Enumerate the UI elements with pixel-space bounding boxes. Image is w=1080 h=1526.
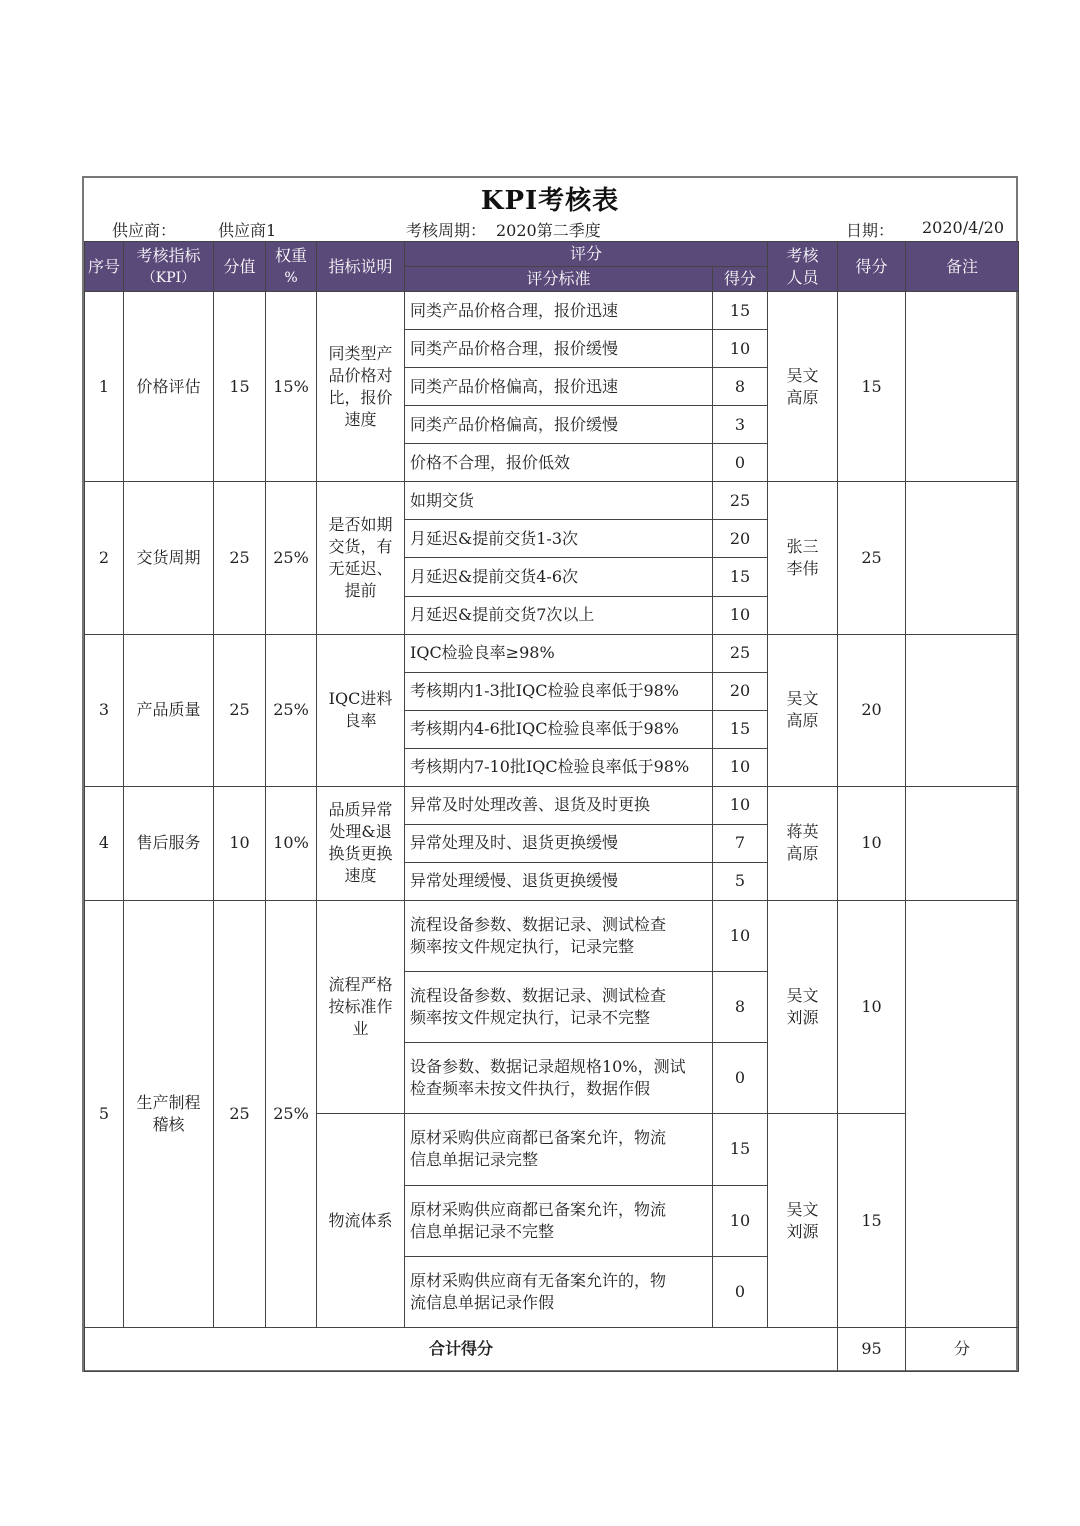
criterion-score: 8 <box>713 368 768 406</box>
criterion-text: 考核期内4-6批IQC检验良率低于98% <box>405 710 713 748</box>
assessor-name: 吴文 <box>786 689 819 709</box>
criterion-line: 流信息单据记录作假 <box>410 1292 555 1312</box>
header-kpi-line1: 考核指标 <box>136 245 201 265</box>
desc-line: 同类型产 <box>328 343 393 363</box>
desc-line: 比，报价 <box>328 387 393 407</box>
criterion-text <box>405 1114 713 1185</box>
criterion-line: 频率按文件规定执行，记录不完整 <box>410 1008 651 1028</box>
desc-line: 提前 <box>344 580 377 600</box>
criterion-score: 10 <box>713 330 768 368</box>
criterion-line: 流程设备参数、数据记录、测试检查 <box>410 915 667 935</box>
desc-line: 按标准作 <box>328 997 393 1017</box>
assessor-name: 李伟 <box>786 558 819 578</box>
criterion-text: 月延迟&提前交货4-6次 <box>405 558 713 596</box>
criterion-line: 原材采购供应商都已备案允许，物流 <box>410 1199 667 1219</box>
sheet-title: KPI考核表 <box>480 186 620 216</box>
header-weight-line2: % <box>284 269 298 286</box>
criterion-score: 3 <box>713 406 768 444</box>
desc-line: 速度 <box>344 866 377 886</box>
header-kpi-line2: （KPI） <box>141 269 196 286</box>
desc-line: 速度 <box>344 409 377 429</box>
desc-line: 品质异常 <box>328 800 393 820</box>
header-score-group: 评分 <box>405 242 768 267</box>
criterion-score: 0 <box>713 1256 768 1327</box>
criterion-line: 原材采购供应商有无备案允许的，物 <box>410 1270 667 1290</box>
table-row <box>85 482 1019 520</box>
table-row <box>85 786 1019 824</box>
criterion-score: 25 <box>713 482 768 520</box>
criterion-score: 10 <box>713 748 768 786</box>
kpi-remark <box>906 786 1019 900</box>
assessor-name: 张三 <box>786 536 819 556</box>
kpi-name: 售后服务 <box>124 786 214 900</box>
criterion-score: 10 <box>713 596 768 634</box>
header-desc: 指标说明 <box>317 242 405 292</box>
kpi-points: 25 <box>214 634 266 786</box>
criterion-score: 0 <box>713 1043 768 1114</box>
criterion-score: 15 <box>713 710 768 748</box>
criterion-score: 15 <box>713 292 768 330</box>
kpi-weight: 15% <box>266 292 317 482</box>
criterion-text: IQC检验良率≥98% <box>405 634 713 672</box>
criterion-line: 流程设备参数、数据记录、测试检查 <box>410 986 667 1006</box>
kpi-weight: 25% <box>266 482 317 634</box>
table-row <box>85 634 1019 672</box>
kpi-assessor <box>768 901 838 1114</box>
kpi-sheet <box>82 176 1018 1372</box>
total-value: 95 <box>838 1327 906 1371</box>
kpi-seq: 3 <box>85 634 124 786</box>
kpi-remark <box>906 482 1019 634</box>
kpi-desc <box>317 482 405 634</box>
kpi-name: 交货周期 <box>124 482 214 634</box>
criterion-text: 同类产品价格偏高，报价缓慢 <box>405 406 713 444</box>
criterion-score: 5 <box>713 862 768 900</box>
kpi-desc <box>317 634 405 786</box>
kpi-table <box>84 241 1019 1372</box>
table-row <box>85 901 1019 972</box>
supplier-label: 供应商： <box>112 221 177 240</box>
kpi-seq: 1 <box>85 292 124 482</box>
criterion-text: 考核期内1-3批IQC检验良率低于98% <box>405 672 713 710</box>
kpi-desc <box>317 901 405 1114</box>
header-assessor <box>768 242 838 292</box>
kpi-desc <box>317 786 405 900</box>
kpi-seq: 4 <box>85 786 124 900</box>
criterion-text: 考核期内7-10批IQC检验良率低于98% <box>405 748 713 786</box>
desc-line: IQC进料 <box>328 689 393 709</box>
header-points: 分值 <box>214 242 266 292</box>
criterion-score: 15 <box>713 558 768 596</box>
total-row <box>85 1327 1019 1371</box>
period-value: 2020第二季度 <box>496 221 601 240</box>
header-assessor-line1: 考核 <box>786 245 819 265</box>
desc-line: 物流体系 <box>328 1210 393 1230</box>
criterion-text: 同类产品价格偏高，报价迅速 <box>405 368 713 406</box>
criterion-line: 原材采购供应商都已备案允许，物流 <box>410 1128 667 1148</box>
kpi-result: 10 <box>838 786 906 900</box>
date-label: 日期： <box>846 221 895 240</box>
assessor-name: 吴文 <box>786 365 819 385</box>
criterion-text: 如期交货 <box>405 482 713 520</box>
header-assessor-line2: 人员 <box>786 267 819 287</box>
kpi-seq: 5 <box>85 901 124 1328</box>
kpi-name-line: 生产制程 <box>136 1092 201 1112</box>
criterion-text <box>405 1256 713 1327</box>
criterion-text <box>405 972 713 1043</box>
desc-line: 是否如期 <box>328 514 393 534</box>
criterion-score: 25 <box>713 634 768 672</box>
criterion-text: 同类产品价格合理，报价缓慢 <box>405 330 713 368</box>
criterion-text: 异常及时处理改善、退货及时更换 <box>405 786 713 824</box>
kpi-points: 25 <box>214 901 266 1328</box>
header-standard: 评分标准 <box>405 267 713 292</box>
header-weight <box>266 242 317 292</box>
kpi-desc <box>317 1114 405 1327</box>
criterion-text <box>405 1043 713 1114</box>
kpi-remark <box>906 292 1019 482</box>
criterion-score: 20 <box>713 672 768 710</box>
header-weight-line1: 权重 <box>274 245 307 265</box>
assessor-name: 高原 <box>786 844 819 864</box>
kpi-weight: 10% <box>266 786 317 900</box>
criterion-line: 信息单据记录不完整 <box>410 1221 555 1241</box>
supplier-value: 供应商1 <box>218 221 277 240</box>
criterion-score: 7 <box>713 824 768 862</box>
criterion-text: 异常处理缓慢、退货更换缓慢 <box>405 862 713 900</box>
kpi-weight: 25% <box>266 634 317 786</box>
kpi-name-line: 稽核 <box>152 1114 185 1134</box>
criterion-text: 异常处理及时、退货更换缓慢 <box>405 824 713 862</box>
criterion-text: 月延迟&提前交货7次以上 <box>405 596 713 634</box>
criterion-text: 同类产品价格合理，报价迅速 <box>405 292 713 330</box>
total-unit: 分 <box>906 1327 1019 1371</box>
kpi-name: 产品质量 <box>124 634 214 786</box>
kpi-seq: 2 <box>85 482 124 634</box>
table-row <box>85 292 1019 330</box>
criterion-line: 信息单据记录完整 <box>410 1150 539 1170</box>
criterion-line: 检查频率未按文件执行，数据作假 <box>410 1079 651 1099</box>
header-remark: 备注 <box>906 242 1019 292</box>
kpi-remark <box>906 901 1019 1328</box>
kpi-assessor <box>768 482 838 634</box>
criterion-score: 10 <box>713 901 768 972</box>
kpi-assessor <box>768 634 838 786</box>
kpi-result: 20 <box>838 634 906 786</box>
desc-line: 处理&退 <box>329 822 392 842</box>
total-label: 合计得分 <box>85 1327 838 1371</box>
criterion-score: 15 <box>713 1114 768 1185</box>
period-label: 考核周期： <box>406 221 487 240</box>
criterion-score: 8 <box>713 972 768 1043</box>
header-score: 得分 <box>713 267 768 292</box>
desc-line: 业 <box>352 1019 369 1039</box>
date-value: 2020/4/20 <box>922 218 1005 237</box>
desc-line: 换货更换 <box>328 844 393 864</box>
kpi-assessor <box>768 292 838 482</box>
criterion-line: 设备参数、数据记录超规格10%，测试 <box>410 1057 686 1077</box>
kpi-result: 10 <box>838 901 906 1114</box>
assessor-name: 吴文 <box>786 986 819 1006</box>
header-result: 得分 <box>838 242 906 292</box>
assessor-name: 高原 <box>786 711 819 731</box>
kpi-assessor <box>768 786 838 900</box>
assessor-name: 高原 <box>786 387 819 407</box>
criterion-text <box>405 901 713 972</box>
criterion-line: 频率按文件规定执行，记录完整 <box>410 937 635 957</box>
criterion-text: 价格不合理，报价低效 <box>405 444 713 482</box>
desc-line: 流程严格 <box>328 975 393 995</box>
criterion-score: 10 <box>713 786 768 824</box>
criterion-score: 0 <box>713 444 768 482</box>
kpi-desc <box>317 292 405 482</box>
kpi-points: 15 <box>214 292 266 482</box>
criterion-score: 10 <box>713 1185 768 1256</box>
kpi-weight: 25% <box>266 901 317 1328</box>
kpi-name: 价格评估 <box>124 292 214 482</box>
assessor-name: 刘源 <box>786 1008 819 1028</box>
kpi-points: 25 <box>214 482 266 634</box>
kpi-remark <box>906 634 1019 786</box>
desc-line: 无延迟、 <box>328 558 393 578</box>
criterion-text: 月延迟&提前交货1-3次 <box>405 520 713 558</box>
kpi-name <box>124 901 214 1328</box>
assessor-name: 蒋英 <box>786 822 819 842</box>
desc-line: 良率 <box>344 711 377 731</box>
assessor-name: 刘源 <box>786 1221 819 1241</box>
kpi-result: 25 <box>838 482 906 634</box>
criterion-text <box>405 1185 713 1256</box>
desc-line: 交货，有 <box>328 536 393 556</box>
kpi-result: 15 <box>838 292 906 482</box>
assessor-name: 吴文 <box>786 1199 819 1219</box>
kpi-assessor <box>768 1114 838 1327</box>
kpi-result: 15 <box>838 1114 906 1327</box>
kpi-points: 10 <box>214 786 266 900</box>
header-kpi <box>124 242 214 292</box>
header-seq: 序号 <box>85 242 124 292</box>
criterion-score: 20 <box>713 520 768 558</box>
desc-line: 品价格对 <box>328 365 393 385</box>
